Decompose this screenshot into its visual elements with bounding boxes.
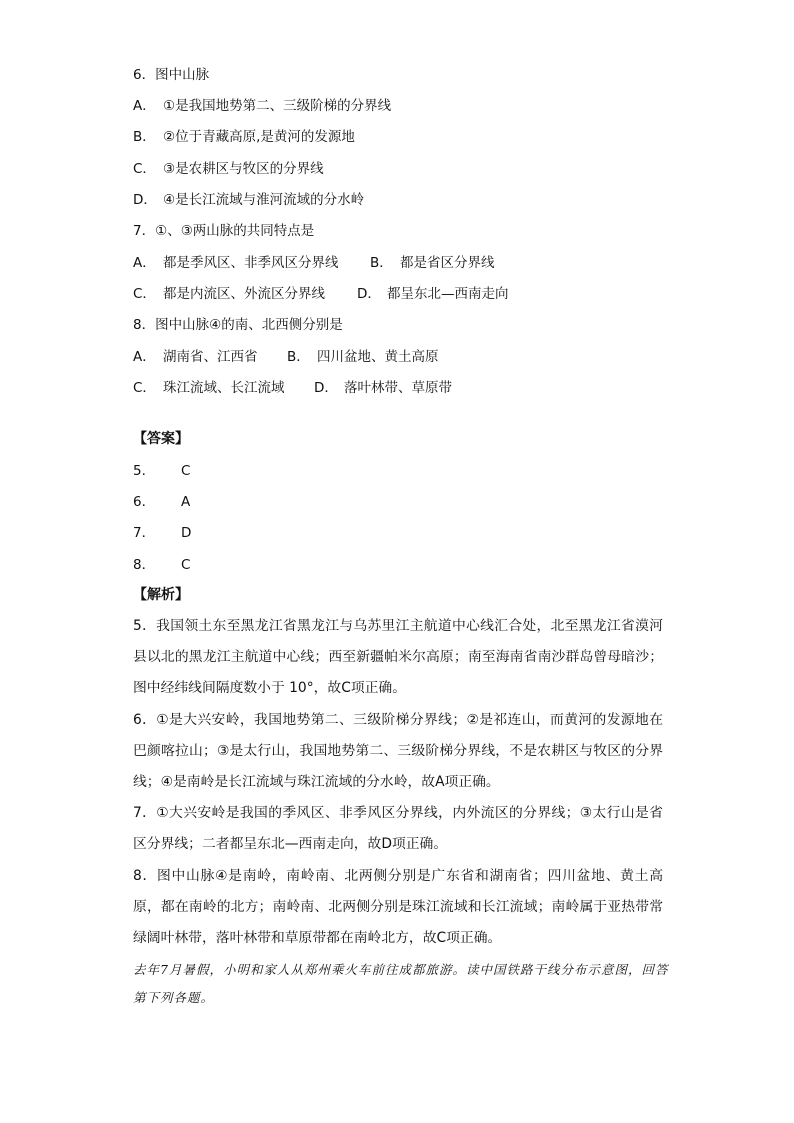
question-7-option-d [357,285,509,303]
option-letter: A． [133,255,156,271]
option-letter: D． [314,380,338,396]
analysis-paragraph-5: 5．我国领土东至黑龙江省黑龙江与乌苏里江主航道中心线汇合处，北至黑龙江省漠河县以北的黑龙江主航道中心线；西至新疆帕米尔高原；南至海南省南沙群岛曾母暗沙；图中经纬线间隔度数小于 10°，故C项正确。 [133,618,663,696]
option-text: 都是省区分界线 [400,255,495,271]
option-text: ②位于青藏高原,是黄河的发源地 [163,129,355,145]
question-8-option-d [314,379,452,397]
option-letter: B． [287,349,310,365]
answer-number: 5． [133,463,156,479]
question-6-option-c [133,160,324,178]
option-letter: D． [357,286,381,302]
option-letter: A． [133,349,156,365]
answer-value: A [181,494,191,510]
question-8-option-c [133,379,285,397]
answer-number: 8． [133,557,156,573]
question-8-option-b [287,348,439,366]
answer-value: D [181,525,192,541]
option-letter: C． [133,286,156,302]
option-text: ①是我国地势第二、三级阶梯的分界线 [163,98,392,114]
option-letter: C． [133,161,156,177]
question-6-option-b [133,128,355,146]
answer-value: C [181,557,191,573]
option-text: 都是季风区、非季风区分界线 [163,255,339,271]
analysis-paragraph-8: 8．图中山脉④是南岭，南岭南、北两侧分别是广东省和湖南省；四川盆地、黄土高原，都在南岭的北方；南岭南、北两侧分别是珠江流域和长江流域；南岭属于亚热带常绿阔叶林带，落叶林带和草原带都在南岭北方，故C项正确。 [133,868,663,946]
option-letter: A． [133,98,156,114]
answer-heading: 【答案】 [133,431,189,447]
question-7-option-a [133,254,339,272]
option-text: 四川盆地、黄土高原 [317,349,439,365]
option-text: 落叶林带、草原带 [344,380,452,396]
answer-number: 7． [133,525,156,541]
question-6-stem: 6．图中山脉 [133,67,210,83]
option-letter: B． [370,255,393,271]
option-text: 珠江流域、长江流域 [163,380,285,396]
answer-number: 6． [133,494,156,510]
question-7-option-b [370,254,495,272]
option-text: 都呈东北—西南走向 [387,286,509,302]
analysis-paragraph-7: 7．①大兴安岭是我国的季风区、非季风区分界线，内外流区的分界线；③太行山是省区分界线；二者都呈东北—西南走向，故D项正确。 [133,805,663,852]
answer-value: C [181,463,191,479]
option-letter: B． [133,129,156,145]
option-text: 湖南省、江西省 [163,349,258,365]
question-8-stem: 8．图中山脉④的南、北西侧分别是 [133,317,343,333]
analysis-heading: 【解析】 [133,587,189,603]
option-letter: C． [133,380,156,396]
question-7-stem: 7．①、③两山脉的共同特点是 [133,223,315,239]
option-text: 都是内流区、外流区分界线 [163,286,325,302]
option-text: ④是长江流域与淮河流域的分水岭 [163,192,365,208]
option-letter: D． [133,192,157,208]
question-7-option-c [133,285,325,303]
question-6-option-a [133,97,391,115]
option-text: ③是农耕区与牧区的分界线 [163,161,324,177]
question-6-option-d [133,191,364,209]
analysis-paragraph-6: 6．①是大兴安岭，我国地势第二、三级阶梯分界线；②是祁连山，而黄河的发源地在巴颜喀拉山；③是太行山，我国地势第二、三级阶梯分界线，不是农耕区与牧区的分界线；④是南岭是长江流域与珠江流域的分水岭，故A项正确。 [133,712,663,790]
question-8-option-a [133,348,258,366]
next-question-intro: 去年7月暑假，小明和家人从郑州乘火车前往成都旅游。读中国铁路干线分布示意图，回答第下列各题。 [133,962,669,1005]
